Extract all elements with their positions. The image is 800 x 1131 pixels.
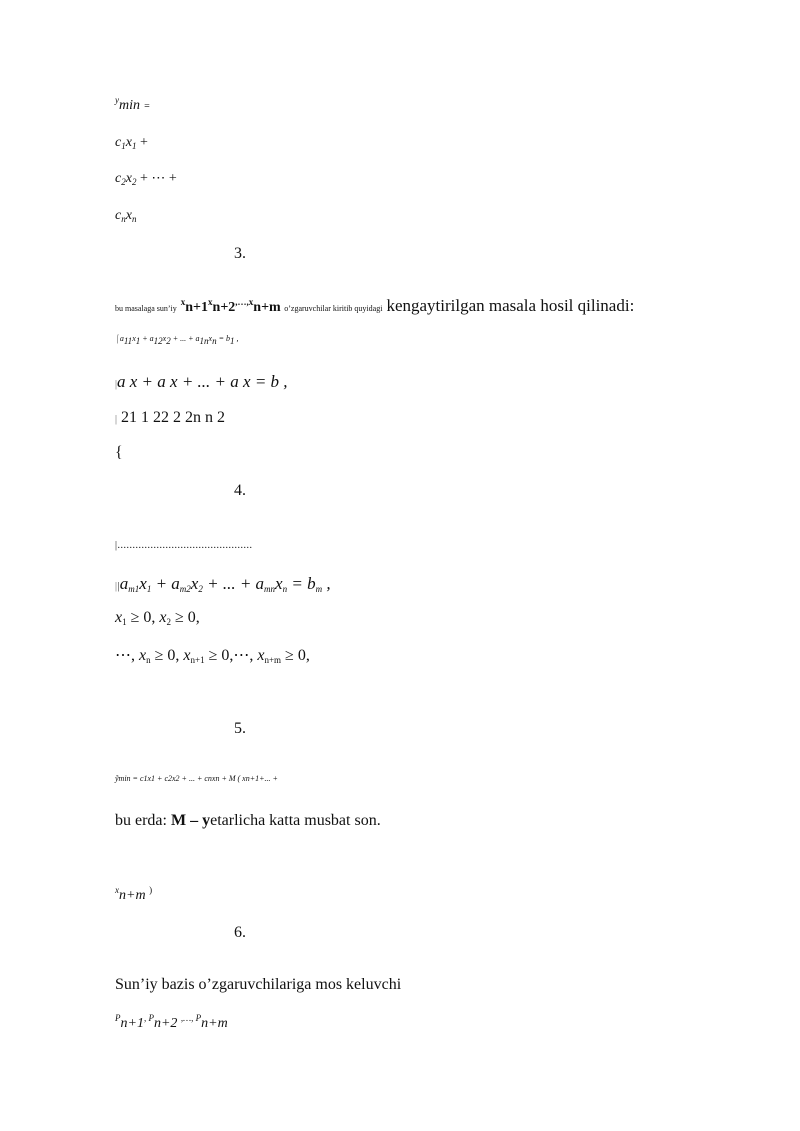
left-brace: { bbox=[115, 444, 123, 461]
extended-objective-tail: $^x$n+m ) bbox=[115, 885, 153, 903]
objective-term-2: $c_2x_2$ + ⋯ + bbox=[115, 171, 177, 187]
objective-term-n: $c_nx_n$ bbox=[115, 208, 137, 224]
intro-main-text: kengaytirilgan masala hosil qilinadi: bbox=[386, 296, 635, 315]
intro-small-text: bu masalaga sun’iy bbox=[115, 304, 177, 313]
constraint-row-1: ⌠a11x1 + a12x2 + ... + a1nxn = b1 , bbox=[115, 334, 239, 346]
basis-vectors: $^Pn+1^{, P}n+2$ $^{,\dots, P}$n+m bbox=[115, 1013, 228, 1031]
constraint-row-2: |a x + a x + ... + a x = b , bbox=[115, 372, 288, 391]
artificial-variables: $^xn+1^xn+2^{,\dots,x}n+m$ bbox=[180, 297, 285, 315]
note-line: bu erda: M – yetarlicha katta musbat son. bbox=[115, 812, 381, 829]
constraint-row-m: $||a_{m1}x_1 + a_{m2}x_2$ + ... + $a_{mn}x_n = b_m$ , bbox=[115, 574, 331, 594]
constraint-row-2-indices: | 21 1 22 2 2n n 2 bbox=[115, 409, 226, 426]
equation-number-4: 4. bbox=[234, 482, 246, 499]
nonneg-row-1: $x_1 \ge 0$, $x_2 \ge 0$, bbox=[115, 609, 200, 627]
intro-small-text-2: o’zgaruvchilar kiritib quyidagi bbox=[284, 304, 383, 313]
equation-number-5: 5. bbox=[234, 720, 246, 737]
equation-number-6: 6. bbox=[234, 924, 246, 941]
intro-paragraph bbox=[115, 297, 634, 315]
equation-number-3: 3. bbox=[234, 245, 246, 262]
basis-sentence: Sun’iy bazis o’zgaruvchilariga mos keluvchi bbox=[115, 976, 402, 993]
nonneg-row-2: ⋯, $x_n \ge 0$, $x_{n+1}$ ≥ 0,⋯, $x_{n+m} \ge 0$, bbox=[115, 647, 310, 665]
objective-line-1: $^y$min = bbox=[115, 95, 151, 113]
objective-term-1: $c_1x_1$ + bbox=[115, 135, 148, 151]
ellipsis-row: |............................................. bbox=[115, 540, 253, 551]
extended-objective: ỹmin = c1x1 + c2x2 + ... + cnxn + M ( xn+1+... + bbox=[115, 774, 278, 783]
